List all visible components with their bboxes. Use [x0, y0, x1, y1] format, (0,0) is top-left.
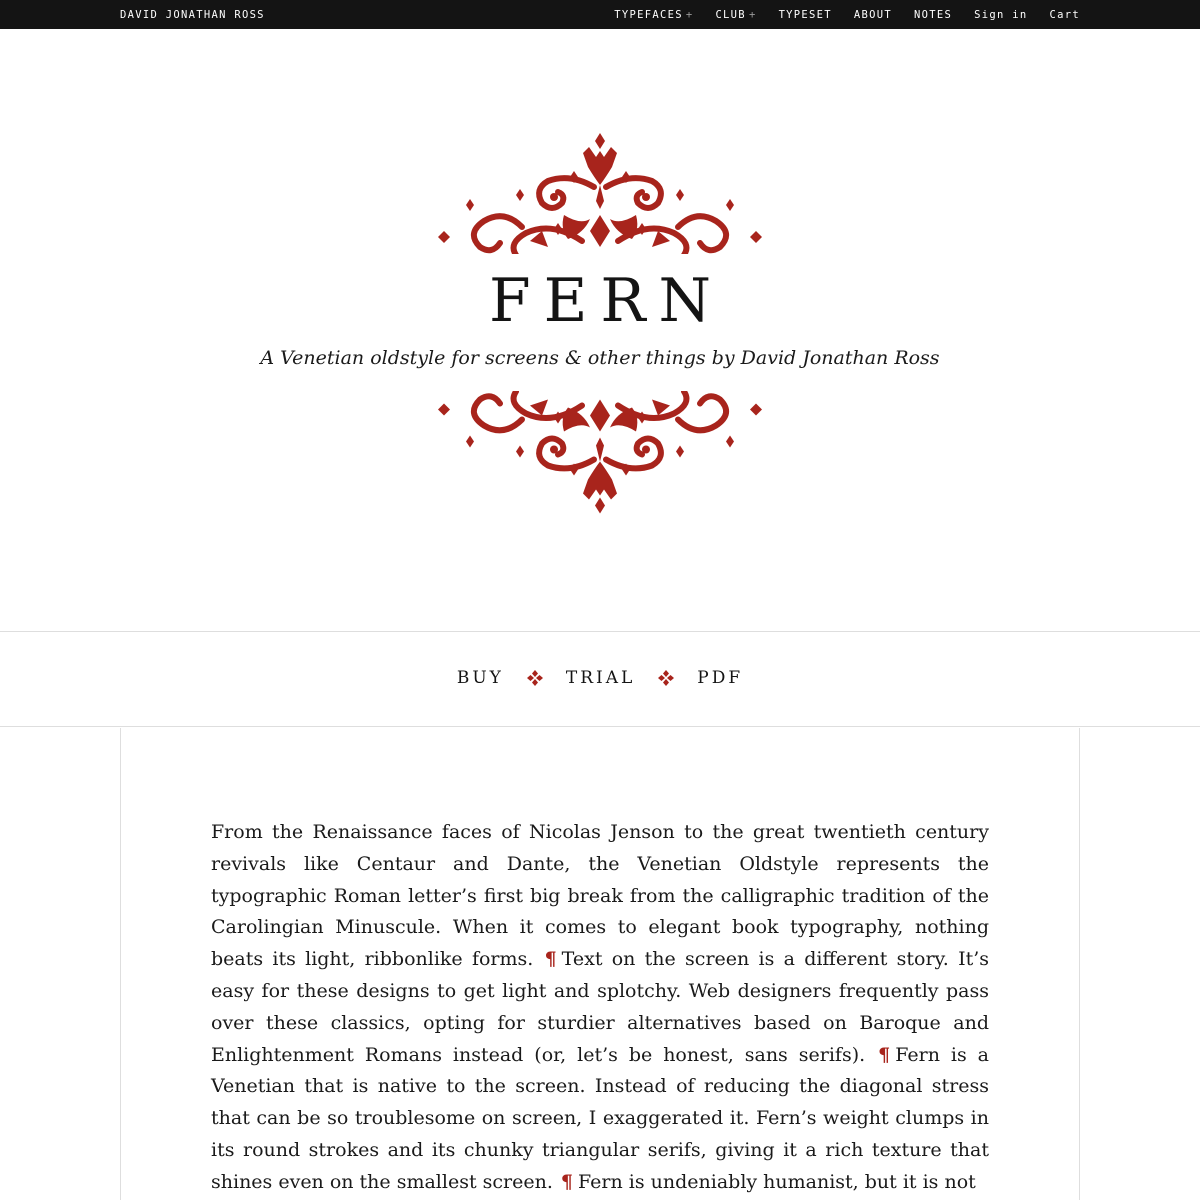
- content-column: [120, 728, 1080, 1200]
- main-nav: [614, 9, 1080, 21]
- intro-sentence-2: Text on the screen is a different story. It’s easy for these designs to get light and splotchy. Web designers frequently pass over these classics, opting for sturdier alternatives based on Baroque and Enlightenment Romans instead (or, let’s be honest, sans serifs).: [211, 948, 989, 1066]
- nav-typefaces-label: TYPEFACES: [614, 9, 683, 21]
- intro-sentence-4: Fern is undeniably humanist, but it is not: [578, 1170, 976, 1193]
- fleuron-diamond-icon: [526, 669, 544, 687]
- brand-link[interactable]: DAVID JONATHAN ROSS: [120, 9, 265, 21]
- trial-link[interactable]: TRIAL: [565, 668, 636, 688]
- floral-ornament-top-icon: [430, 129, 770, 254]
- nav-club-label: CLUB: [715, 9, 746, 21]
- pdf-link[interactable]: PDF: [697, 668, 744, 688]
- buy-link[interactable]: BUY: [456, 668, 504, 688]
- action-band: [0, 631, 1200, 727]
- page-subtitle: A Venetian oldstyle for screens & other things by David Jonathan Ross: [260, 347, 940, 369]
- pilcrow-icon: ¶: [544, 948, 557, 971]
- intro-sentence-1: From the Renaissance faces of Nicolas Jenson to the great twentieth century revivals like Centaur and Dante, the Venetian Oldstyle represents the typographic Roman letter’s first big break from the calligraphic tradition of the Carolingian Minuscule. When it comes to elegant book typography, nothing beats its light, ribbonlike forms.: [211, 821, 989, 971]
- top-nav-bar: [0, 0, 1200, 29]
- nav-typeset[interactable]: TYPESET: [778, 9, 832, 21]
- pilcrow-icon: ¶: [878, 1043, 891, 1066]
- nav-notes[interactable]: NOTES: [914, 9, 953, 21]
- purchase-actions: [0, 668, 1200, 688]
- fleuron-diamond-icon: [657, 669, 675, 687]
- nav-typefaces[interactable]: [614, 9, 693, 21]
- intro-sentence-3: Fern is a Venetian that is native to the screen. Instead of reducing the diagonal stress that can be so troublesome on screen, I exaggerated it. Fern’s weight clumps in its round strokes and its chunky triangular serifs, giving it a rich texture that shines even on the smallest screen.: [211, 1043, 989, 1193]
- page-title: FERN: [488, 266, 725, 336]
- nav-typefaces-expand-icon: +: [685, 9, 694, 21]
- hero: [0, 29, 1200, 631]
- floral-ornament-bottom-icon: [430, 391, 770, 519]
- nav-sign-in[interactable]: Sign in: [974, 9, 1028, 21]
- nav-club[interactable]: [715, 9, 756, 21]
- nav-cart[interactable]: Cart: [1049, 9, 1080, 21]
- pilcrow-icon: ¶: [560, 1170, 574, 1193]
- intro-paragraph: [211, 817, 989, 1199]
- nav-club-expand-icon: +: [748, 9, 757, 21]
- nav-about[interactable]: ABOUT: [853, 9, 893, 21]
